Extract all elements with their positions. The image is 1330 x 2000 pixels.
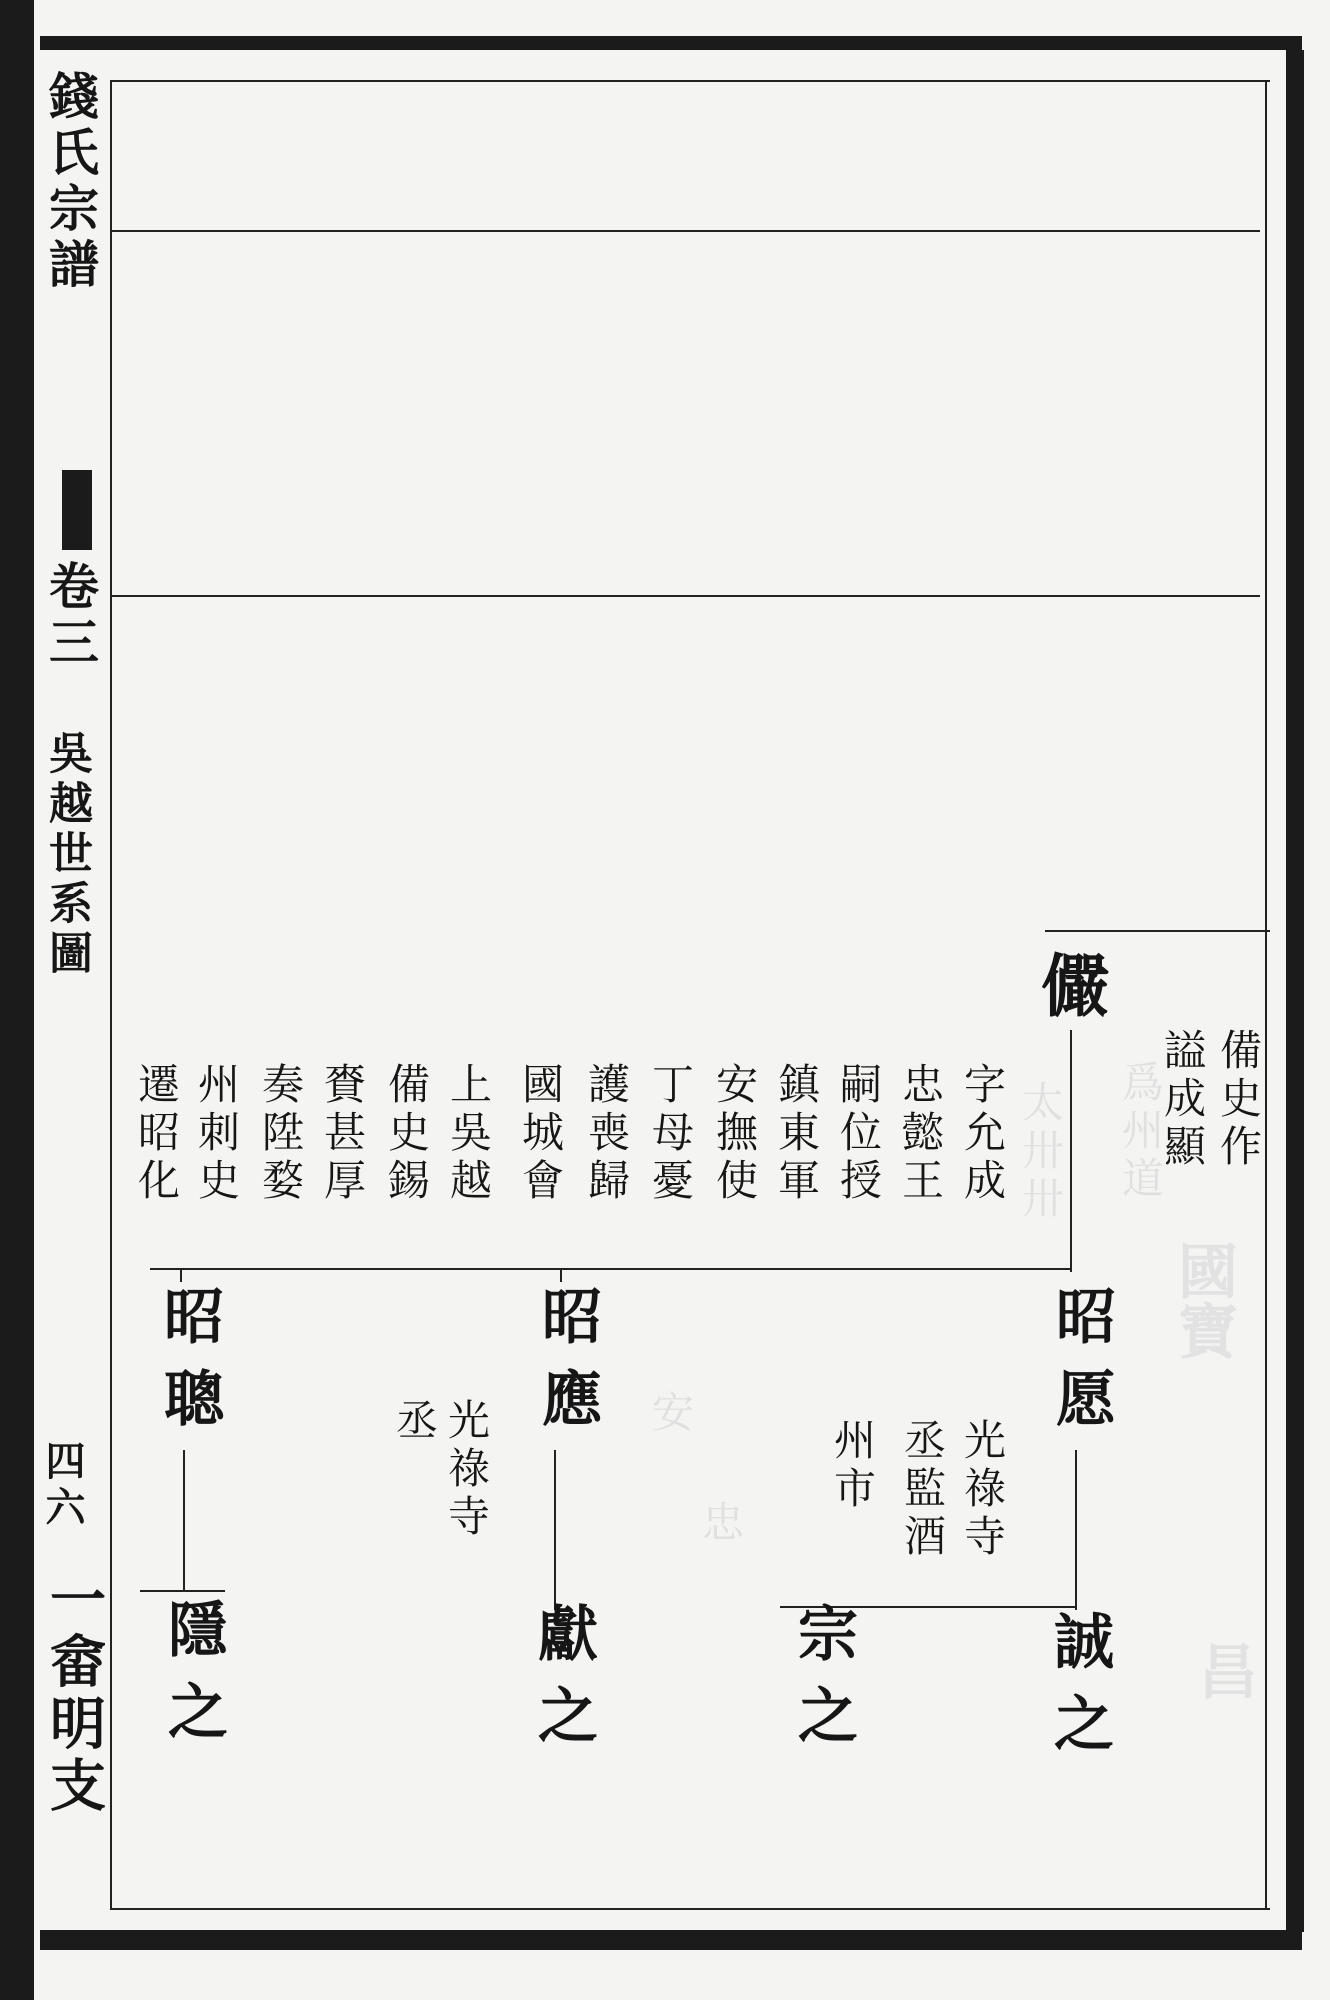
person-name-yinzhi: 隱之: [158, 1598, 228, 1762]
biography-column: 上吳越: [444, 1062, 493, 1206]
bleed-through-text: 昌: [1188, 1640, 1258, 1700]
person-name-zhaocong: 昭聰: [154, 1285, 224, 1449]
margin-fishtail-mark: [62, 470, 92, 550]
right-border: [1286, 50, 1304, 1932]
binding-edge: [0, 0, 34, 2000]
biography-column: 鎮東軍: [772, 1062, 821, 1206]
person-note-yan: 備史作: [1214, 1028, 1263, 1172]
biography-column: 護喪歸: [582, 1062, 631, 1206]
frame-bottom-line: [110, 1908, 1270, 1910]
top-border: [40, 36, 1302, 50]
page-number: 四六: [39, 1440, 86, 1532]
biography-column: 奏陞婺: [256, 1062, 305, 1206]
biography-column: 國城會: [516, 1062, 565, 1206]
person-name-chengzhi: 誠之: [1044, 1610, 1114, 1774]
person-name-zhaoyuan: 昭愿: [1046, 1285, 1116, 1449]
volume-label: 卷三: [41, 560, 100, 672]
section-title: 吳越世系圖: [41, 730, 92, 980]
frame-top-line: [110, 80, 1270, 82]
lineage-line: [560, 1268, 562, 1282]
biography-column: 安撫使: [710, 1062, 759, 1206]
lineage-line: [150, 1268, 1072, 1270]
book-title: 錢氏宗譜: [41, 70, 100, 294]
biography-column: 州刺史: [192, 1062, 241, 1206]
generation-divider-1: [110, 230, 1260, 232]
lineage-line: [183, 1450, 185, 1592]
bleed-through-text: 爲州道: [1116, 1060, 1165, 1204]
person-name-zongzhi: 宗之: [788, 1602, 858, 1766]
biography-column: 賚甚厚: [318, 1062, 367, 1206]
lineage-line: [1070, 1030, 1072, 1272]
lineage-line: [180, 1268, 182, 1282]
biography-column: 嗣位授: [834, 1062, 883, 1206]
biography-column: 字允成: [958, 1062, 1007, 1206]
biography-column: 忠懿王: [896, 1062, 945, 1206]
lineage-line: [1075, 1450, 1077, 1610]
lineage-line: [554, 1450, 556, 1610]
bleed-through-text: 安: [646, 1390, 695, 1438]
hall-name: 一畲明支: [41, 1570, 107, 1818]
person-name-yan: 儼: [1030, 950, 1110, 1028]
person-name-xianzhi: 獻之: [528, 1602, 598, 1766]
generation-divider-2: [110, 595, 1260, 597]
bleed-through-text: 太卅卅: [1016, 1080, 1065, 1224]
lineage-line: [140, 1590, 225, 1592]
bleed-through-text: 國寶: [1168, 1240, 1238, 1360]
person-note-yan: 謚成顯: [1158, 1028, 1207, 1172]
lineage-line: [1045, 930, 1270, 932]
person-note-zhaoyuan: 光祿寺: [958, 1418, 1007, 1562]
person-name-zhaoying: 昭應: [532, 1285, 602, 1449]
bottom-border: [40, 1930, 1302, 1950]
person-note-zhaoyuan: 丞監酒: [898, 1418, 947, 1562]
bleed-through-text: 忠: [696, 1500, 745, 1548]
frame-right-line: [1265, 80, 1267, 1910]
biography-column: 遷昭化: [132, 1062, 181, 1206]
biography-column: 備史錫: [382, 1062, 431, 1206]
biography-column: 丁母憂: [646, 1062, 695, 1206]
person-note-zhaoying: 丞: [390, 1398, 439, 1446]
person-note-zhaoying: 光祿寺: [442, 1398, 491, 1542]
person-note-zhaoyuan: 州市: [828, 1418, 877, 1514]
